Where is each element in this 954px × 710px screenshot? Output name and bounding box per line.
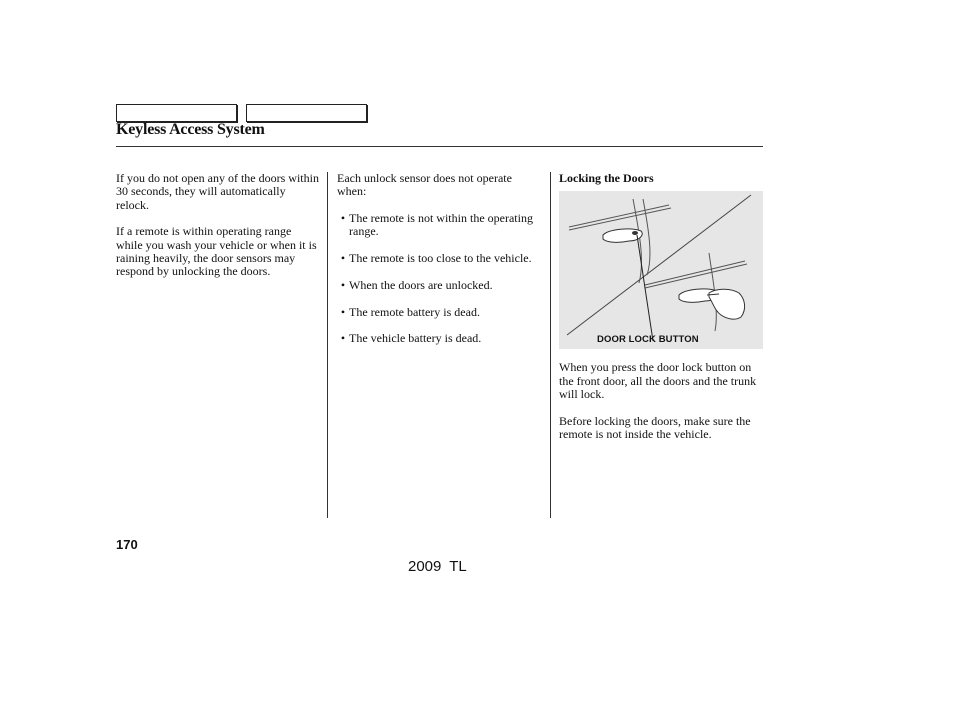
paragraph: When you press the door lock button on the front door, all the doors and the trunk will lock.	[559, 360, 757, 402]
list-item-text: The remote is too close to the vehicle.	[349, 251, 532, 266]
bullet-icon: •	[340, 304, 346, 319]
list-item	[337, 212, 542, 239]
list-item	[337, 306, 542, 319]
bullet-icon: •	[340, 210, 346, 225]
intro-text: Each unlock sensor does not operate when:	[337, 171, 512, 199]
page-number: 170	[116, 537, 138, 552]
list-item	[337, 332, 542, 345]
bullet-icon: •	[340, 277, 346, 292]
door-lock-illustration	[559, 191, 763, 349]
column-1	[116, 172, 320, 292]
title-rule	[116, 146, 763, 147]
column-divider	[550, 172, 551, 518]
figure-label: DOOR LOCK BUTTON	[597, 334, 699, 346]
bullet-icon: •	[340, 251, 346, 266]
paragraph: If you do not open any of the doors within 30 seconds, they will automatically relock.	[116, 171, 319, 212]
list-item-text: The remote battery is dead.	[349, 304, 480, 319]
door-illustration-svg	[559, 191, 763, 349]
paragraph: Before locking the doors, make sure the remote is not inside the vehicle.	[559, 413, 751, 442]
list-item-text: When the doors are unlocked.	[349, 277, 493, 292]
model-footer: 2009 TL	[408, 558, 467, 575]
bullet-icon: •	[340, 331, 346, 346]
nav-tab-2[interactable]	[246, 104, 367, 122]
nav-tab-1[interactable]	[116, 104, 237, 122]
list-item-text: The remote is not within the operating range.	[349, 210, 533, 239]
page-title: Keyless Access System	[116, 121, 265, 138]
list-item	[337, 252, 542, 265]
column-2	[337, 172, 542, 359]
list-item-text: The vehicle battery is dead.	[349, 331, 482, 346]
list-item	[337, 279, 542, 292]
section-heading: Locking the Doors	[559, 171, 654, 185]
column-divider	[327, 172, 328, 518]
column-3	[559, 172, 764, 454]
paragraph: If a remote is within operating range while you wash your vehicle or when it is raining heavily, the door sensors may respond by unlocking the doors.	[116, 224, 317, 279]
